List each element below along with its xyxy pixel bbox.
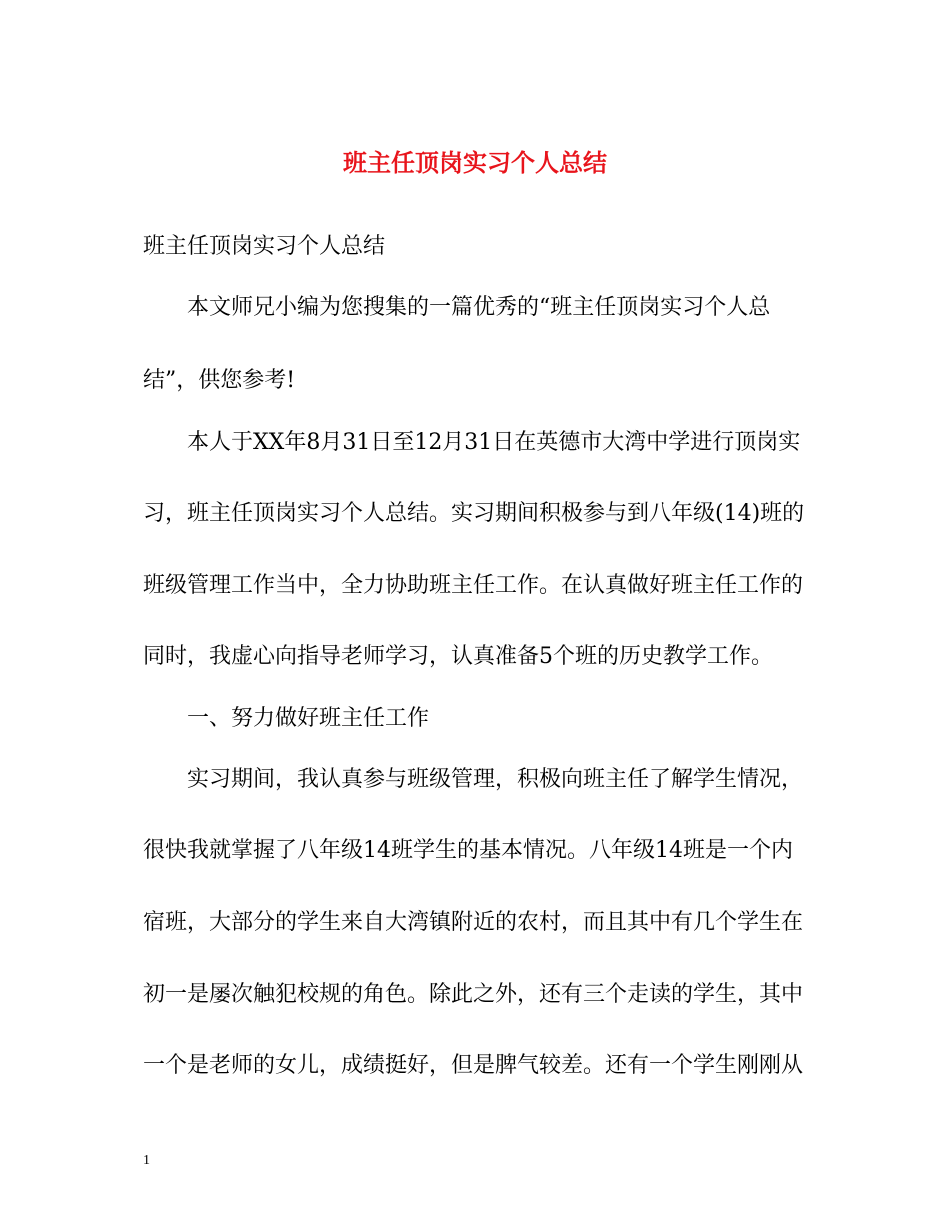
paragraph-line: 本人于XX年8月31日至12月31日在英德市大湾中学进行顶岗实 <box>187 430 801 455</box>
paragraph-line: 同时，我虚心向指导老师学习，认真准备5个班的历史教学工作。 <box>143 644 773 669</box>
paragraph-line: 班级管理工作当中，全力协助班主任工作。在认真做好班主任工作的 <box>143 573 804 598</box>
paragraph-line: 实习期间，我认真参与班级管理，积极向班主任了解学生情况， <box>187 767 804 792</box>
paragraph-line: 很快我就掌握了八年级14班学生的基本情况。八年级14班是一个内 <box>143 838 793 863</box>
page-number: 1 <box>143 1153 150 1168</box>
paragraph-line: 初一是屡次触犯校规的角色。除此之外，还有三个走读的学生，其中 <box>143 982 804 1007</box>
paragraph-line: 本文师兄小编为您搜集的一篇优秀的“班主任顶岗实习个人总 <box>187 295 771 320</box>
subtitle-line: 班主任顶岗实习个人总结 <box>143 234 386 259</box>
paragraph-line: 习，班主任顶岗实习个人总结。实习期间积极参与到八年级(14)班的 <box>143 501 805 526</box>
section-heading: 一、努力做好班主任工作 <box>187 706 430 731</box>
paragraph-line: 宿班，大部分的学生来自大湾镇附近的农村，而且其中有几个学生在 <box>143 910 804 935</box>
paragraph-line: 一个是老师的女儿，成绩挺好，但是脾气较差。还有一个学生刚刚从 <box>143 1053 804 1078</box>
paragraph-line: 结”，供您参考! <box>143 368 296 393</box>
document-title: 班主任顶岗实习个人总结 <box>343 148 607 177</box>
